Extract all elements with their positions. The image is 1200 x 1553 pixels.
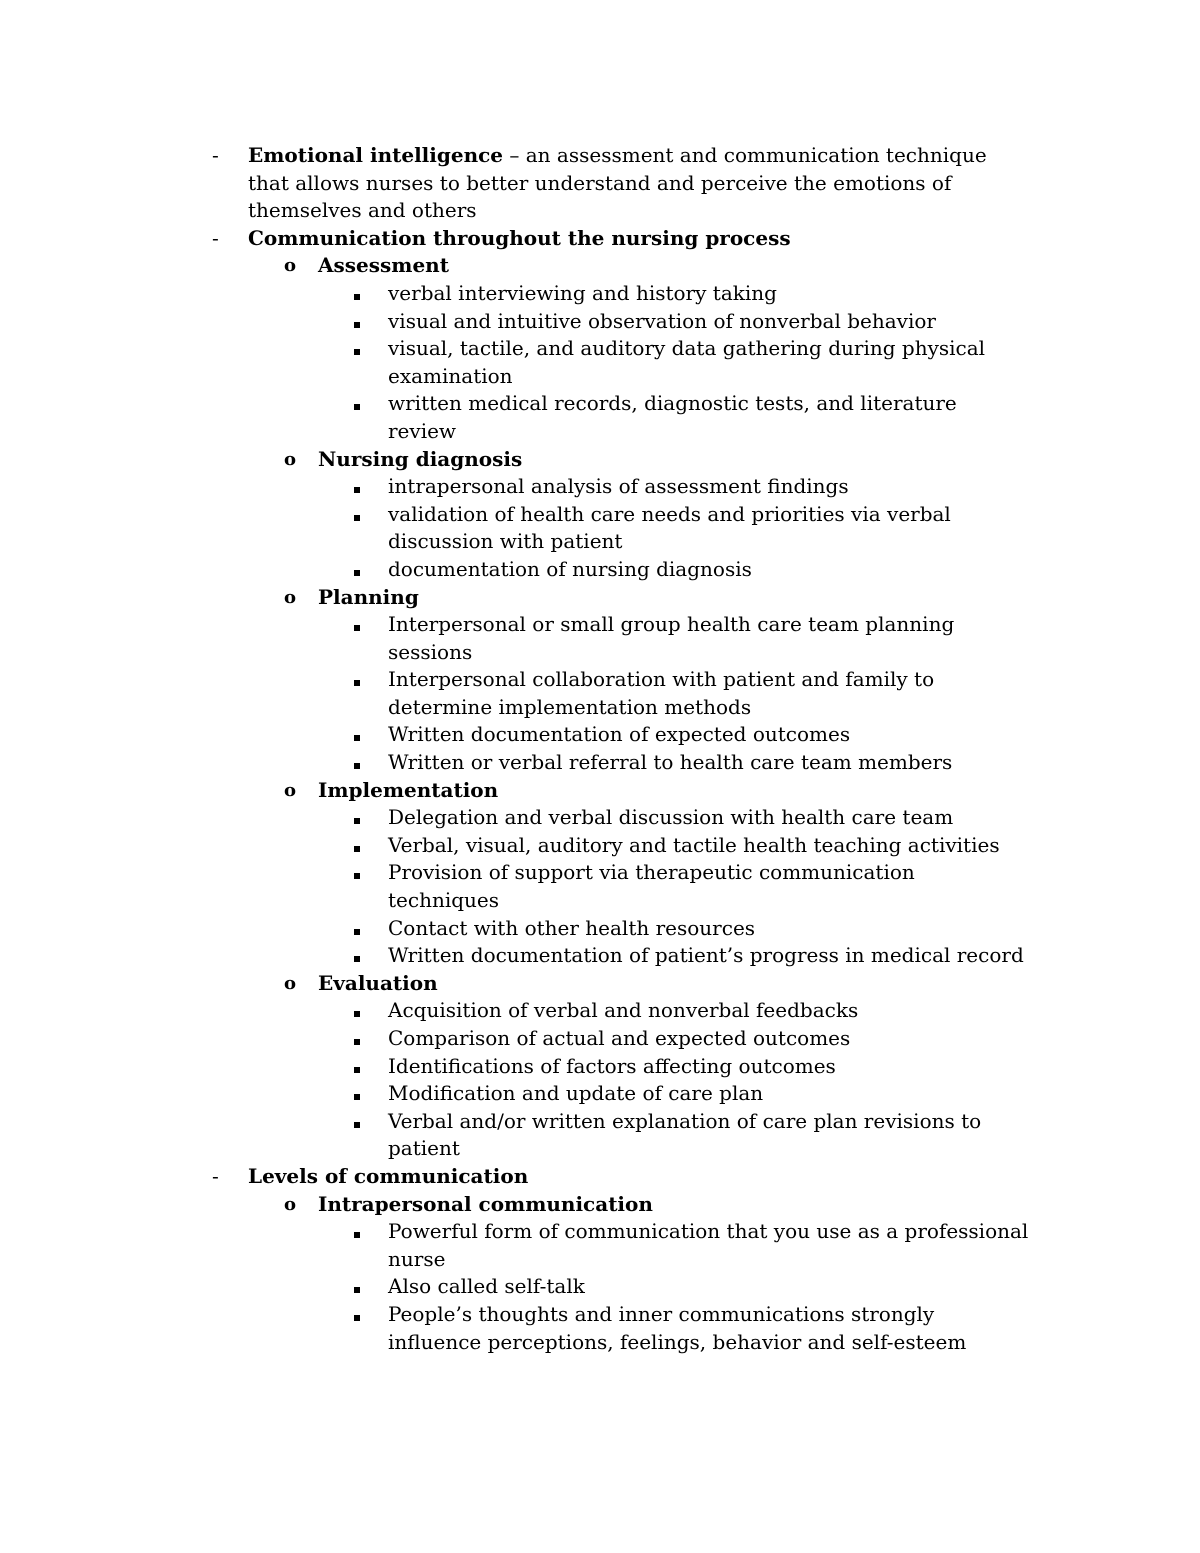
list-item — [0, 915, 1200, 943]
heading-communication-process: Communication throughout the nursing process — [248, 225, 791, 250]
list-item-text: People’s thoughts and inner communications strongly influence perceptions, feelings, behavior and self-esteem — [388, 1301, 967, 1354]
list-item — [0, 473, 1200, 501]
square-bullet-icon — [354, 997, 360, 1025]
list-item — [0, 1273, 1200, 1301]
square-bullet-icon — [354, 832, 360, 860]
outline-item-communication-process — [0, 225, 1200, 253]
square-bullet-icon — [354, 335, 360, 363]
list-item-text: intrapersonal analysis of assessment findings — [388, 474, 849, 499]
subheading-label: Evaluation — [318, 970, 438, 995]
list-item — [0, 335, 1200, 390]
subheading-intrapersonal-communication — [0, 1191, 1200, 1219]
list-item-text: Interpersonal collaboration with patient and family to determine implementation methods — [388, 667, 935, 719]
list-item-text: Contact with other health resources — [388, 915, 756, 940]
subheading-assessment — [0, 252, 1200, 280]
list-item — [0, 501, 1200, 556]
list-item — [0, 749, 1200, 777]
list-item-text: visual and intuitive observation of nonverbal behavior — [388, 308, 936, 333]
dash-bullet: - — [212, 225, 219, 250]
list-item-text: Written documentation of expected outcomes — [388, 722, 851, 747]
subheading-label: Implementation — [318, 777, 499, 802]
list-item-text: Acquisition of verbal and nonverbal feedbacks — [388, 998, 859, 1023]
square-bullet-icon — [354, 666, 360, 694]
list-item — [0, 859, 1200, 914]
list-item — [0, 804, 1200, 832]
subheading-evaluation — [0, 970, 1200, 998]
circle-bullet: o — [284, 1193, 297, 1215]
circle-bullet: o — [284, 448, 297, 470]
dash-bullet: - — [212, 1163, 219, 1188]
square-bullet-icon — [354, 1301, 360, 1329]
subheading-label: Nursing diagnosis — [318, 446, 523, 471]
square-bullet-icon — [354, 1053, 360, 1081]
list-item-text: Powerful form of communication that you use as a professional nurse — [388, 1219, 1029, 1271]
square-bullet-icon — [354, 501, 360, 529]
list-item — [0, 1218, 1200, 1273]
circle-bullet: o — [284, 779, 297, 801]
list-item-text: validation of health care needs and priorities via verbal discussion with patient — [388, 501, 951, 554]
list-item-text: Interpersonal or small group health care team planning sessions — [388, 612, 955, 664]
square-bullet-icon — [354, 942, 360, 970]
list-item-text: Identifications of factors affecting outcomes — [388, 1053, 836, 1078]
list-item — [0, 280, 1200, 308]
square-bullet-icon — [354, 473, 360, 501]
circle-bullet: o — [284, 972, 297, 994]
outline-item-levels-of-communication — [0, 1163, 1200, 1191]
term-emotional-intelligence: Emotional intelligence — [248, 143, 504, 167]
square-bullet-icon — [354, 280, 360, 308]
square-bullet-icon — [354, 721, 360, 749]
list-item — [0, 666, 1200, 721]
circle-bullet: o — [284, 255, 297, 277]
outline — [0, 142, 1200, 1356]
list-item — [0, 611, 1200, 666]
list-item — [0, 832, 1200, 860]
square-bullet-icon — [354, 1025, 360, 1053]
square-bullet-icon — [354, 390, 360, 418]
list-item-text: Written or verbal referral to health care team members — [388, 750, 953, 775]
subheading-label: Planning — [318, 584, 419, 609]
subheading-label: Assessment — [318, 253, 449, 278]
dash-bullet: - — [212, 143, 219, 167]
list-item — [0, 1301, 1200, 1356]
subheading-label: Intrapersonal communication — [318, 1191, 653, 1216]
subheading-planning — [0, 584, 1200, 612]
square-bullet-icon — [354, 915, 360, 943]
list-item — [0, 1108, 1200, 1163]
square-bullet-icon — [354, 556, 360, 584]
list-item — [0, 942, 1200, 970]
list-item — [0, 556, 1200, 584]
list-item-text: documentation of nursing diagnosis — [388, 556, 752, 581]
list-item-text: Verbal and/or written explanation of care plan revisions to patient — [388, 1108, 982, 1161]
square-bullet-icon — [354, 1108, 360, 1136]
list-item-text: verbal interviewing and history taking — [388, 280, 777, 305]
list-item-text: visual, tactile, and auditory data gathering during physical examination — [388, 336, 986, 388]
list-item — [0, 721, 1200, 749]
subheading-nursing-diagnosis — [0, 446, 1200, 474]
list-item-text: written medical records, diagnostic tests, and literature review — [388, 391, 957, 443]
list-item — [0, 308, 1200, 336]
list-item-text: Comparison of actual and expected outcomes — [388, 1026, 851, 1050]
heading-levels-of-communication: Levels of communication — [248, 1163, 529, 1188]
square-bullet-icon — [354, 804, 360, 832]
list-item — [0, 1080, 1200, 1108]
square-bullet-icon — [354, 749, 360, 777]
list-item — [0, 1025, 1200, 1053]
square-bullet-icon — [354, 859, 360, 887]
square-bullet-icon — [354, 1273, 360, 1301]
square-bullet-icon — [354, 1218, 360, 1246]
list-item-text: Also called self-talk — [388, 1274, 585, 1299]
list-item-text: Written documentation of patient’s progress in medical record — [388, 943, 1024, 968]
square-bullet-icon — [354, 611, 360, 639]
list-item-text: Modification and update of care plan — [388, 1081, 764, 1106]
list-item-text: Provision of support via therapeutic communication techniques — [388, 860, 915, 913]
definition-text: – an assessment and communication technique that allows nurses to better understand and perceive the emotions of themselves and others — [248, 143, 987, 223]
square-bullet-icon — [354, 308, 360, 336]
circle-bullet: o — [284, 586, 297, 608]
list-item — [0, 390, 1200, 445]
square-bullet-icon — [354, 1080, 360, 1108]
subheading-implementation — [0, 777, 1200, 805]
outline-item-emotional-intelligence — [0, 142, 1200, 225]
list-item — [0, 1053, 1200, 1081]
list-item-text: Verbal, visual, auditory and tactile health teaching activities — [388, 832, 1000, 857]
list-item-text: Delegation and verbal discussion with health care team — [388, 805, 954, 830]
list-item — [0, 997, 1200, 1025]
